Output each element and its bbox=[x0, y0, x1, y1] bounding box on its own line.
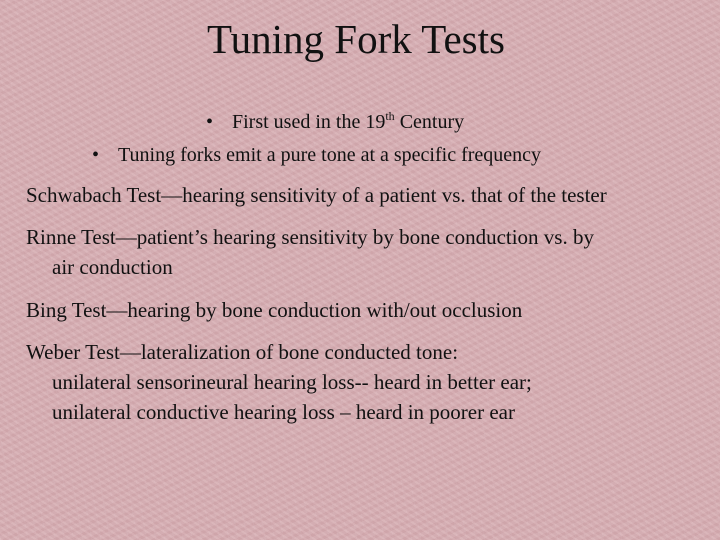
paragraph-weber-test bbox=[26, 337, 700, 427]
slide-title: Tuning Fork Tests bbox=[207, 16, 505, 62]
paragraph-line: Bing Test—hearing by bone conduction with/out occlusion bbox=[26, 298, 523, 322]
bullet-marker: • bbox=[206, 111, 214, 133]
paragraph-bing-test bbox=[26, 295, 700, 325]
paragraph-line: Rinne Test—patient’s hearing sensitivity by bone conduction vs. by bbox=[26, 225, 594, 249]
paragraph-continuation: unilateral conductive hearing loss – heard in poorer ear bbox=[52, 400, 515, 424]
bullet-text: First used in the 19 bbox=[232, 111, 386, 133]
paragraph-schwabach-test bbox=[26, 180, 700, 210]
paragraph-line: Weber Test—lateralization of bone conducted tone: bbox=[26, 340, 459, 364]
bullet-text: Tuning forks emit a pure tone at a specific frequency bbox=[118, 144, 542, 166]
bullet-marker: • bbox=[92, 144, 100, 166]
bullet-item-pure-tone bbox=[92, 142, 541, 168]
paragraph-continuation: unilateral sensorineural hearing loss-- heard in better ear; bbox=[52, 370, 532, 394]
paragraph-rinne-test bbox=[26, 222, 700, 282]
bullet-text-end: Century bbox=[394, 111, 465, 133]
paragraph-line: Schwabach Test—hearing sensitivity of a patient vs. that of the tester bbox=[26, 183, 607, 207]
paragraph-continuation: air conduction bbox=[52, 255, 173, 279]
bullet-item-19th-century bbox=[206, 109, 464, 135]
ordinal-superscript: th bbox=[385, 109, 395, 123]
